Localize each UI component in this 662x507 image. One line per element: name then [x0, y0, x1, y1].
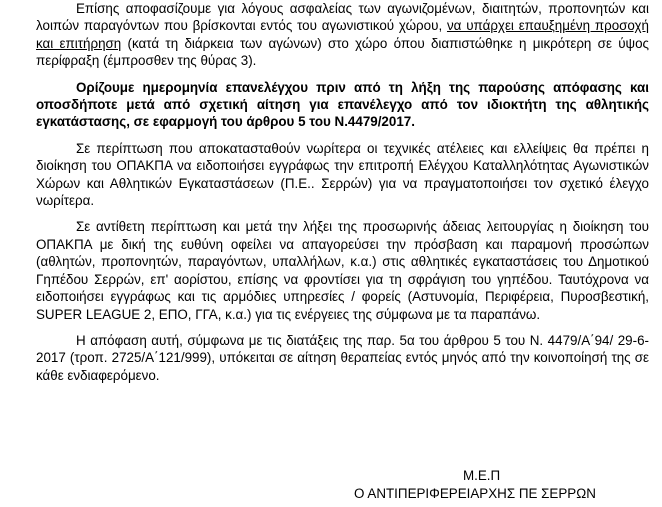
paragraph-license-expiry: Σε αντίθετη περίπτωση και μετά την λήξει της προσωρινής άδειας λειτουργίας η διοίκηση του ΟΠΑΚΠΑ με δική της ευθύνη οφείλει να απαγορεύσει την πρόσβαση και παραμονή προσώπων (αθλητών, προπονητών, παραγόντων, υπαλλήλων, κ.α.) στις αθλητικές εγκαταστάσεις του Δημοτικού Γηπέδου Σερρών, επ' αορίστου, επίσης να φροντίσει για τη σφράγιση του γηπέδου. Ταυτόχρονα να ειδοποιήσει εγγράφως και τις αρμόδιες υπηρεσίες / φορείς (Αστυνομία, Περιφέρεια, Πυροσβεστική, SUPER LEAGUE 2, ΕΠΟ, ΓΓΑ, κ.α.) για τις ενέργειες της σύμφωνα με τα παραπάνω.: [36, 219, 649, 322]
signature-mep: Μ.Ε.Π: [463, 468, 501, 483]
document-body: [36, 0, 649, 384]
paragraph-early-restoration: Σε περίπτωση που αποκατασταθούν νωρίτερα οι τεχνικές ατέλειες και ελλείψεις θα πρέπει η διοίκηση του ΟΠΑΚΠΑ να ειδοποιήσει εγγράφως την επιτροπή Ελέγχου Καταλληλότητας Αγωνιστικών Χώρων και Αθλητικών Εγκαταστάσεων (Π.Ε.. Σερρών) για να πραγματοποιήσει τον σχετικό έλεγχο νωρίτερα.: [36, 140, 649, 209]
paragraph1-text-end: (κατά τη διάρκεια των αγώνων) στο χώρο όπου διαπιστώθηκε η μικρότερη σε ύψος περίφραξη (έμπροσθεν της θύρας 3).: [36, 35, 649, 69]
paragraph-security-measures: [36, 0, 649, 70]
paragraph-reinspection-date: Ορίζουμε ημερομηνία επανελέγχου πριν από τη λήξη της παρούσης απόφασης και οποσδήποτε μετά από σχετική αίτηση για επανέλεγχο από τον ιδιοκτήτη της αθλητικής εγκατάστασης, σε εφαρμογή του άρθρου 5 του Ν.4479/2017.: [36, 79, 649, 130]
signature-title: Ο ΑΝΤΙΠΕΡΙΦΕΡΕΙΑΡΧΗΣ ΠΕ ΣΕΡΡΩΝ: [354, 486, 596, 501]
paragraph1-text-start: Επίσης αποφασίζουμε για λόγους ασφαλείας των αγωνιζομένων, διαιτητών, προπονητών και λοιπών παραγόντων που βρίσκονται εντός του αγωνιστικού χώρου,: [36, 1, 649, 34]
paragraph1-underlined-text: να υπάρχει επαυξημένη προσοχή και επιτήρηση: [36, 18, 649, 51]
paragraph-appeal-notice: Η απόφαση αυτή, σύμφωνα με τις διατάξεις της παρ. 5α του άρθρου 5 του Ν. 4479/Α΄94/ 29-6-2017 (τροπ. 2725/Α΄121/999), υπόκειται σε αίτηση θεραπείας εντός μηνός από την κοινοποίησή της σε κάθε ενδιαφερόμενο.: [36, 332, 649, 383]
